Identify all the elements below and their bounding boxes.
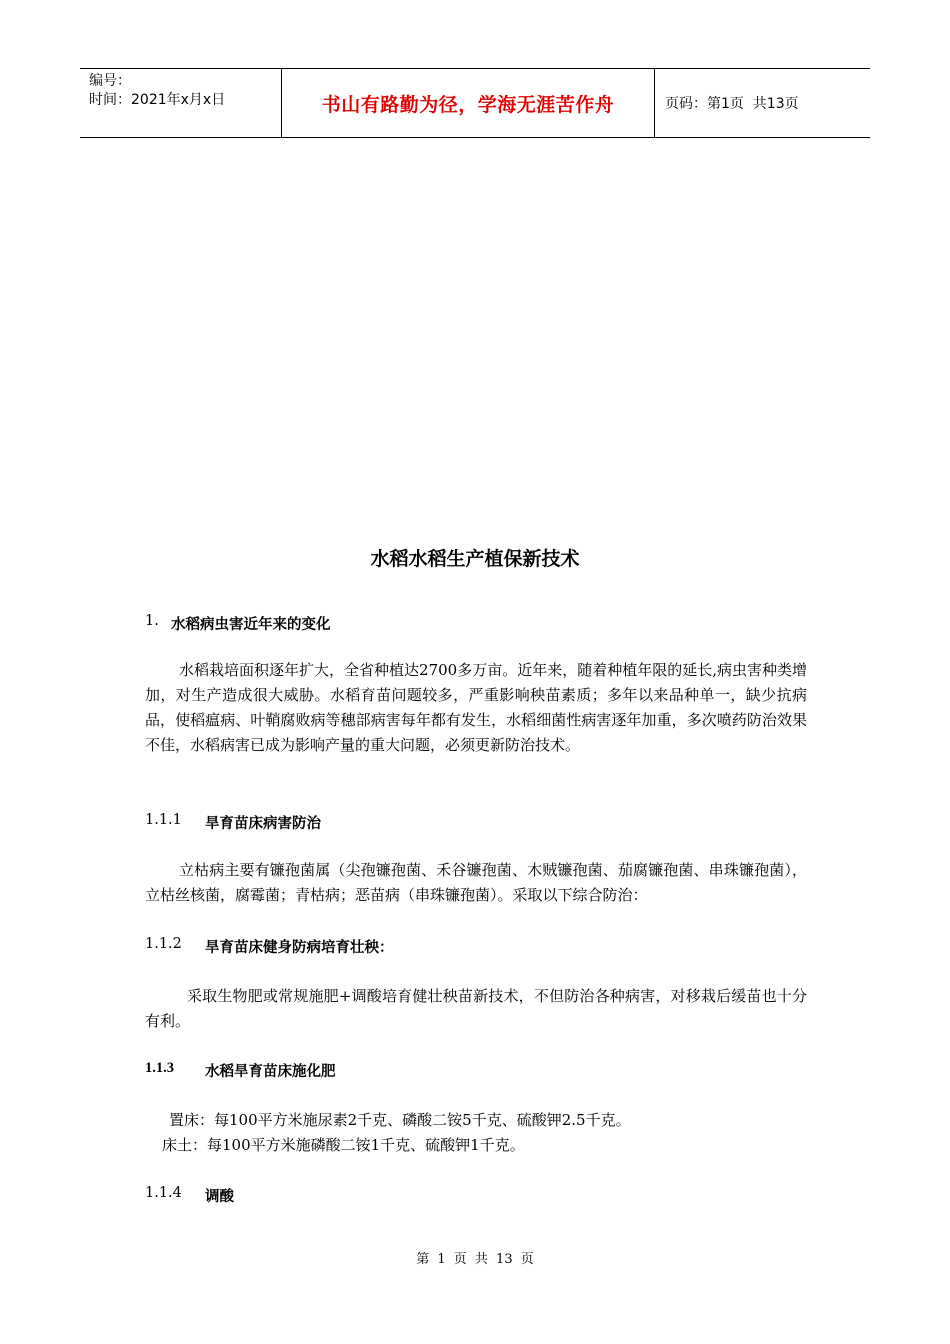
header-page-info: 页码：第1页 共13页 bbox=[665, 96, 799, 112]
section-number: 1.1.2 bbox=[145, 936, 182, 952]
seedbed-fertilizer-line: 置床：每100平方米施尿素2千克、磷酸二铵5千克、硫酸钾2.5千克。 bbox=[169, 1111, 631, 1129]
header-date-label: 时间：2021年x月x日 bbox=[89, 92, 226, 108]
section-heading-1-1-4 bbox=[145, 1185, 234, 1206]
section-1-paragraph: 水稻栽培面积逐年扩大，全省种植达2700多万亩。近年来，随着种植年限的延长,病虫害种类增加，对生产造成很大威胁。水稻育苗问题较多，严重影响秧苗素质；多年以来品种单一，缺少抗病品，使稻瘟病、叶鞘腐败病等穗部病害每年都有发生，水稻细菌性病害逐年加重，多次喷药防治效果不佳，水稻病害已成为影响产量的重大问题，必须更新防治技术。 bbox=[145, 661, 807, 754]
section-number: 1.1.1 bbox=[145, 812, 182, 828]
page-footer: 第 1 页 共 13 页 bbox=[416, 1252, 534, 1267]
section-heading-1-1-3 bbox=[145, 1060, 336, 1081]
page-header bbox=[80, 68, 870, 138]
section-heading-1 bbox=[145, 613, 331, 634]
section-title: 水稻病虫害近年来的变化 bbox=[171, 617, 331, 633]
header-number-label: 编号： bbox=[89, 73, 131, 89]
section-1-1-2-paragraph: 采取生物肥或常规施肥+调酸培育健壮秧苗新技术，不但防治各种病害，对移栽后缓苗也十分有利。 bbox=[145, 987, 807, 1030]
section-number: 1.1.4 bbox=[145, 1185, 182, 1201]
section-title: 旱育苗床健身防病培育壮秧： bbox=[205, 940, 394, 956]
section-number: 1. bbox=[145, 613, 159, 629]
header-meta bbox=[80, 69, 282, 137]
section-1-1-1-paragraph: 立枯病主要有镰孢菌属（尖孢镰孢菌、禾谷镰孢菌、木贼镰孢菌、茄腐镰孢菌、串珠镰孢菌），立枯丝核菌，腐霉菌；青枯病；恶苗病（串珠镰孢菌）。采取以下综合防治： bbox=[145, 861, 807, 904]
section-heading-1-1-1 bbox=[145, 812, 321, 833]
document-title: 水稻水稻生产植保新技术 bbox=[370, 548, 580, 570]
section-number: 1.1.3 bbox=[145, 1060, 174, 1076]
bed-soil-fertilizer-line: 床土：每100平方米施磷酸二铵1千克、硫酸钾1千克。 bbox=[162, 1136, 525, 1154]
section-title: 调酸 bbox=[205, 1189, 234, 1205]
header-motto: 书山有路勤为径，学海无涯苦作舟 bbox=[282, 69, 655, 137]
header-page-info-cell bbox=[655, 69, 870, 137]
section-title: 水稻旱育苗床施化肥 bbox=[205, 1064, 336, 1080]
section-heading-1-1-2 bbox=[145, 936, 394, 957]
section-title: 旱育苗床病害防治 bbox=[205, 816, 321, 832]
